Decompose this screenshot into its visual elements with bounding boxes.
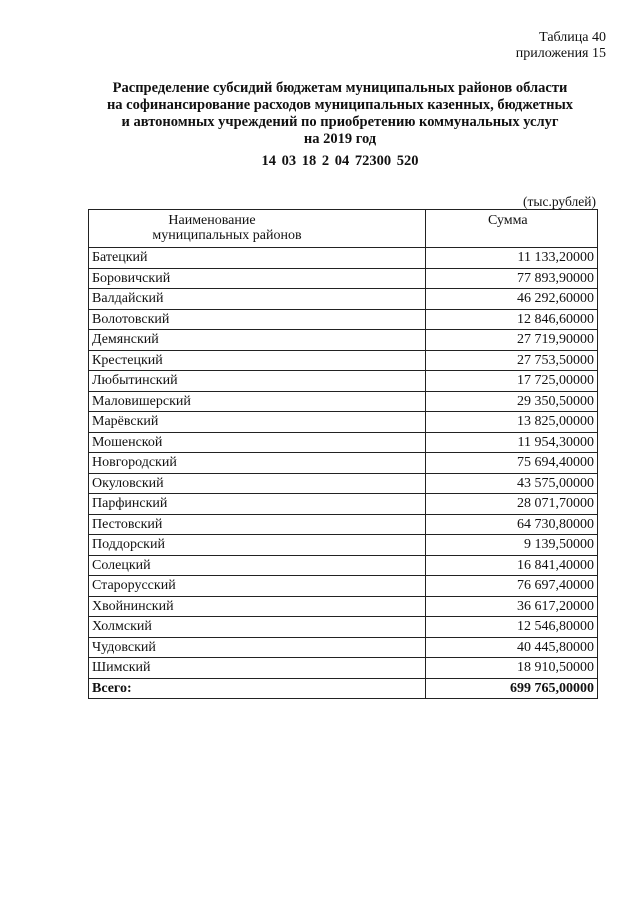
subsidy-sum-cell: 75 694,40000 (426, 453, 598, 474)
subsidy-sum-cell: 40 445,80000 (426, 637, 598, 658)
subsidy-sum-cell: 77 893,90000 (426, 268, 598, 289)
table-row (89, 412, 598, 433)
table-row (89, 514, 598, 535)
budget-classification-code: 14 03 18 2 04 72300 520 (261, 153, 419, 169)
subsidy-sum-cell: 27 719,90000 (426, 330, 598, 351)
district-name-cell: Шимский (89, 658, 426, 679)
document-title (60, 80, 620, 148)
title-line-2: на софинансирование расходов муниципальных казенных, бюджетных (106, 97, 574, 113)
table-row (89, 535, 598, 556)
district-name-cell: Чудовский (89, 637, 426, 658)
table-row (89, 289, 598, 310)
subsidy-sum-cell: 18 910,50000 (426, 658, 598, 679)
column-header-sum: Сумма (426, 210, 598, 248)
subsidy-sum-cell: 11 133,20000 (426, 248, 598, 269)
subsidy-table (88, 209, 598, 699)
subsidy-sum-cell: 11 954,30000 (426, 432, 598, 453)
district-name-cell: Окуловский (89, 473, 426, 494)
district-name-cell: Новгородский (89, 453, 426, 474)
table-row (89, 576, 598, 597)
district-name-cell: Волотовский (89, 309, 426, 330)
table-total-row (89, 678, 598, 699)
subsidy-sum-cell: 76 697,40000 (426, 576, 598, 597)
subsidy-sum-cell: 9 139,50000 (426, 535, 598, 556)
column-header-name (89, 210, 426, 248)
subsidy-sum-cell: 64 730,80000 (426, 514, 598, 535)
district-name-cell: Мошенской (89, 432, 426, 453)
subsidy-sum-cell: 13 825,00000 (426, 412, 598, 433)
district-name-cell: Боровичский (89, 268, 426, 289)
subsidy-sum-cell: 29 350,50000 (426, 391, 598, 412)
column-header-name-line-1: Наименование (168, 213, 256, 228)
column-header-name-line-2: муниципальных районов (152, 228, 302, 243)
district-name-cell: Солецкий (89, 555, 426, 576)
units-label: (тыс.рублей) (523, 194, 596, 209)
table-row (89, 617, 598, 638)
district-name-cell: Батецкий (89, 248, 426, 269)
table-row (89, 248, 598, 269)
district-name-cell: Парфинский (89, 494, 426, 515)
annex-reference (516, 30, 606, 62)
table-row (89, 432, 598, 453)
total-sum-cell: 699 765,00000 (426, 678, 598, 699)
table-row (89, 637, 598, 658)
district-name-cell: Поддорский (89, 535, 426, 556)
subsidy-sum-cell: 46 292,60000 (426, 289, 598, 310)
district-name-cell: Маловишерский (89, 391, 426, 412)
table-row (89, 494, 598, 515)
table-row (89, 330, 598, 351)
subsidy-sum-cell: 17 725,00000 (426, 371, 598, 392)
table-row (89, 473, 598, 494)
table-row (89, 391, 598, 412)
total-label-cell: Всего: (89, 678, 426, 699)
district-name-cell: Любытинский (89, 371, 426, 392)
subsidy-sum-cell: 43 575,00000 (426, 473, 598, 494)
table-row (89, 268, 598, 289)
table-row (89, 309, 598, 330)
table-row (89, 555, 598, 576)
district-name-cell: Холмский (89, 617, 426, 638)
subsidy-sum-cell: 27 753,50000 (426, 350, 598, 371)
district-name-cell: Старорусский (89, 576, 426, 597)
table-row (89, 453, 598, 474)
subsidy-sum-cell: 16 841,40000 (426, 555, 598, 576)
district-name-cell: Хвойнинский (89, 596, 426, 617)
subsidy-sum-cell: 36 617,20000 (426, 596, 598, 617)
title-line-4: на 2019 год (303, 131, 377, 147)
title-line-1: Распределение субсидий бюджетам муниципальных районов области (112, 80, 568, 96)
table-row (89, 658, 598, 679)
title-line-3: и автономных учреждений по приобретению коммунальных услуг (121, 114, 559, 130)
table-row (89, 371, 598, 392)
annex-appendix-number: приложения 15 (515, 46, 606, 61)
table-row (89, 596, 598, 617)
district-name-cell: Пестовский (89, 514, 426, 535)
table-row (89, 350, 598, 371)
district-name-cell: Марёвский (89, 412, 426, 433)
district-name-cell: Демянский (89, 330, 426, 351)
table-header-row (89, 210, 598, 248)
subsidy-sum-cell: 12 546,80000 (426, 617, 598, 638)
district-name-cell: Крестецкий (89, 350, 426, 371)
annex-table-number: Таблица 40 (539, 30, 606, 45)
subsidy-sum-cell: 28 071,70000 (426, 494, 598, 515)
district-name-cell: Валдайский (89, 289, 426, 310)
subsidy-sum-cell: 12 846,60000 (426, 309, 598, 330)
